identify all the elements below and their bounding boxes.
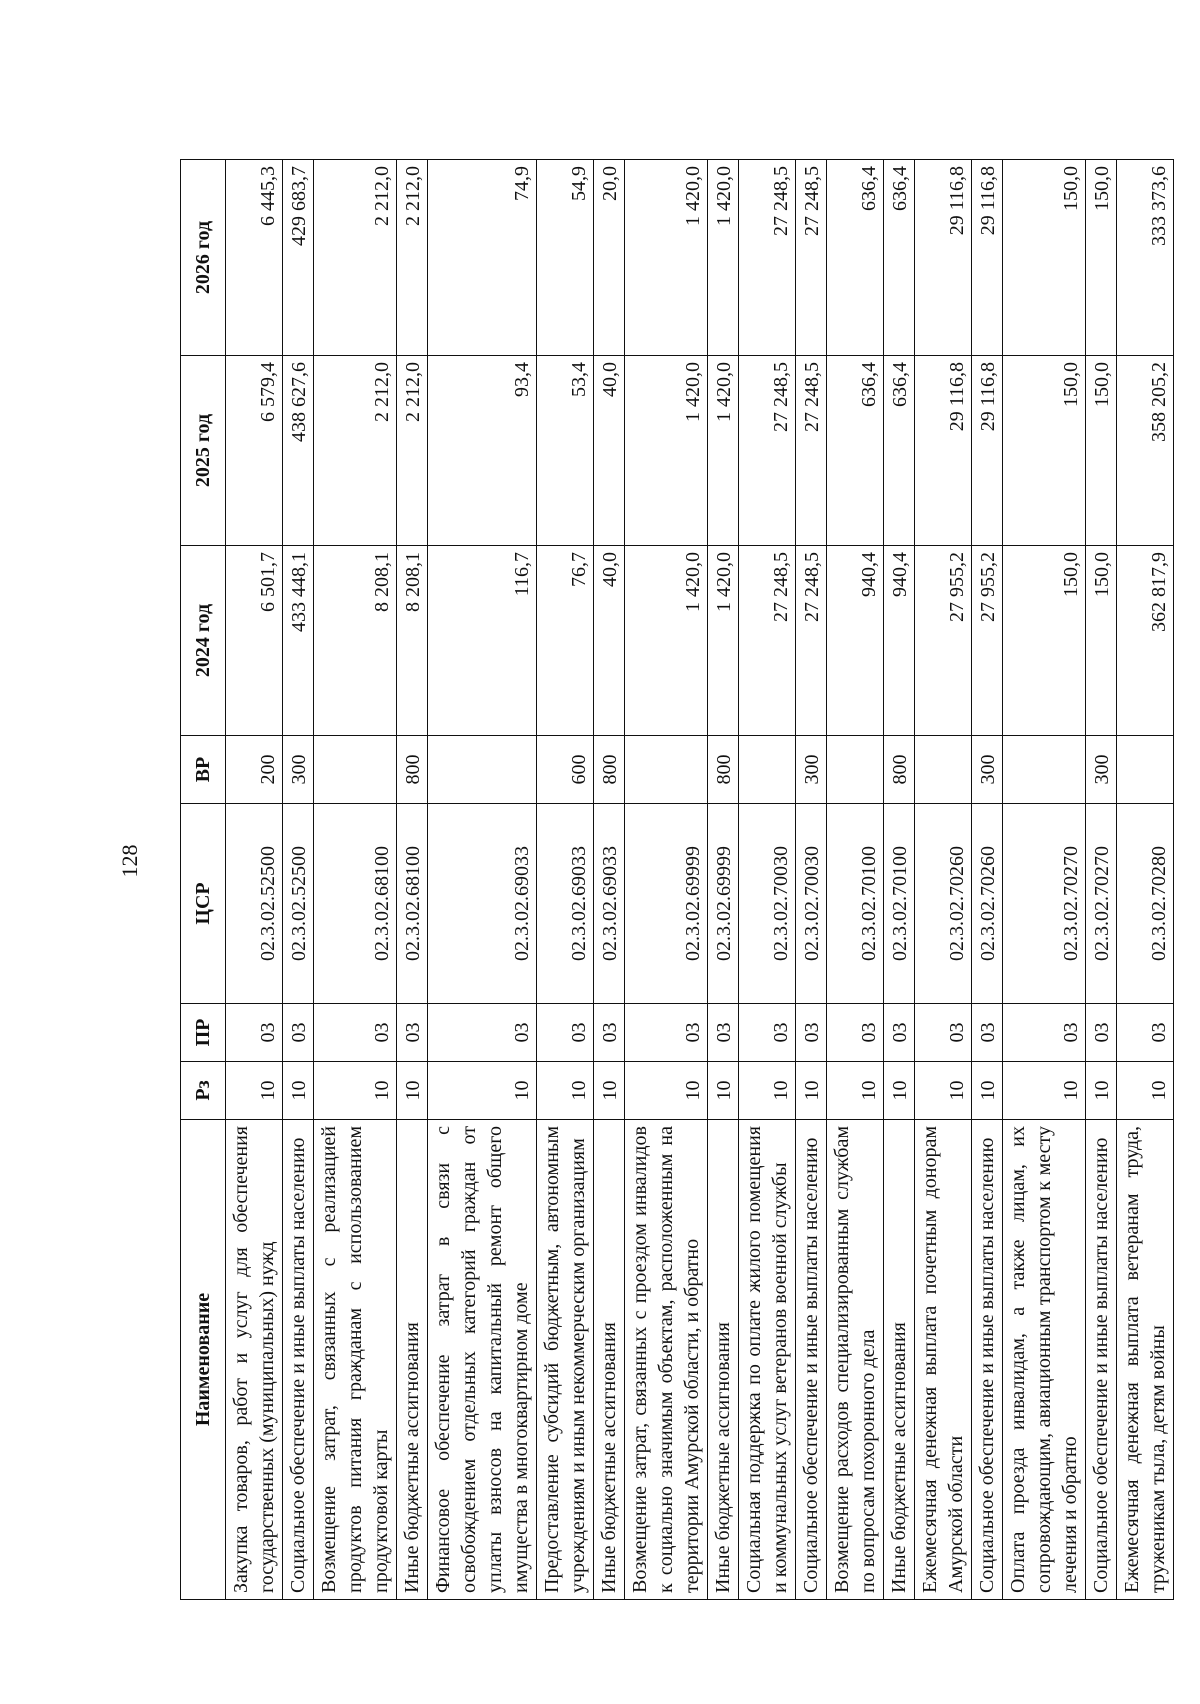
row-vr-cell: 300: [796, 736, 827, 804]
row-name-cell: Социальное обеспечение и иные выплаты населению: [972, 1120, 1003, 1600]
row-vr-cell: 800: [884, 736, 915, 804]
row-2025-cell: 1 420,0: [625, 356, 708, 546]
row-csr-cell: 02.3.02.70030: [739, 804, 796, 1004]
row-rz-cell: 10: [594, 1062, 625, 1120]
row-2025-cell: 150,0: [1086, 356, 1117, 546]
row-2024-cell: 8 208,1: [397, 546, 428, 736]
col-header-vr: ВР: [181, 736, 226, 804]
row-csr-cell: 02.3.02.70280: [1117, 804, 1174, 1004]
row-name-cell: Возмещение затрат, связанных с проездом инвалидов к социально значимым объектам, расположенным на территории Амурской области, и обратно: [625, 1120, 708, 1600]
col-header-2025: 2025 год: [181, 356, 226, 546]
row-2026-cell: 29 116,8: [915, 160, 972, 356]
table-row: [1003, 160, 1086, 1600]
table-row: [739, 160, 796, 1600]
row-pr-cell: 03: [537, 1004, 594, 1062]
row-pr-cell: 03: [314, 1004, 397, 1062]
col-header-name: Наименование: [181, 1120, 226, 1600]
row-rz-cell: 10: [1003, 1062, 1086, 1120]
page-number: 128: [117, 844, 142, 878]
row-2025-cell: 636,4: [827, 356, 884, 546]
row-2026-cell: 2 212,0: [397, 160, 428, 356]
row-pr-cell: 03: [283, 1004, 314, 1062]
row-vr-cell: 800: [397, 736, 428, 804]
row-rz-cell: 10: [625, 1062, 708, 1120]
row-pr-cell: 03: [915, 1004, 972, 1062]
row-2025-cell: 29 116,8: [915, 356, 972, 546]
row-vr-cell: [625, 736, 708, 804]
row-pr-cell: 03: [428, 1004, 537, 1062]
row-pr-cell: 03: [972, 1004, 1003, 1062]
row-csr-cell: 02.3.02.70270: [1003, 804, 1086, 1004]
row-2024-cell: 8 208,1: [314, 546, 397, 736]
table-row: [915, 160, 972, 1600]
row-vr-cell: [915, 736, 972, 804]
row-2026-cell: 29 116,8: [972, 160, 1003, 356]
row-csr-cell: 02.3.02.69033: [428, 804, 537, 1004]
row-rz-cell: 10: [796, 1062, 827, 1120]
row-vr-cell: 300: [1086, 736, 1117, 804]
row-2024-cell: 940,4: [884, 546, 915, 736]
row-csr-cell: 02.3.02.52500: [283, 804, 314, 1004]
row-pr-cell: 03: [1117, 1004, 1174, 1062]
row-2026-cell: 1 420,0: [708, 160, 739, 356]
row-2024-cell: 150,0: [1003, 546, 1086, 736]
row-vr-cell: 200: [226, 736, 283, 804]
row-csr-cell: 02.3.02.70270: [1086, 804, 1117, 1004]
row-2026-cell: 74,9: [428, 160, 537, 356]
row-2025-cell: 53,4: [537, 356, 594, 546]
row-vr-cell: [739, 736, 796, 804]
row-rz-cell: 10: [1117, 1062, 1174, 1120]
row-vr-cell: 800: [594, 736, 625, 804]
row-vr-cell: 600: [537, 736, 594, 804]
table-body: [226, 160, 1174, 1600]
col-header-csr: ЦСР: [181, 804, 226, 1004]
row-2026-cell: 2 212,0: [314, 160, 397, 356]
table-row: [1117, 160, 1174, 1600]
row-2025-cell: 2 212,0: [397, 356, 428, 546]
row-csr-cell: 02.3.02.70100: [827, 804, 884, 1004]
row-pr-cell: 03: [796, 1004, 827, 1062]
row-csr-cell: 02.3.02.69033: [594, 804, 625, 1004]
row-2024-cell: 362 817,9: [1117, 546, 1174, 736]
row-2025-cell: 358 205,2: [1117, 356, 1174, 546]
col-header-2024: 2024 год: [181, 546, 226, 736]
row-pr-cell: 03: [1003, 1004, 1086, 1062]
row-2026-cell: 27 248,5: [796, 160, 827, 356]
row-2024-cell: 27 955,2: [972, 546, 1003, 736]
row-name-cell: Социальное обеспечение и иные выплаты населению: [1086, 1120, 1117, 1600]
row-2026-cell: 150,0: [1003, 160, 1086, 356]
row-csr-cell: 02.3.02.52500: [226, 804, 283, 1004]
table-row: [428, 160, 537, 1600]
col-header-rz: Рз: [181, 1062, 226, 1120]
table-row: [594, 160, 625, 1600]
row-pr-cell: 03: [708, 1004, 739, 1062]
budget-table-sheet: [180, 160, 1170, 1600]
row-csr-cell: 02.3.02.70100: [884, 804, 915, 1004]
row-2026-cell: 636,4: [827, 160, 884, 356]
col-header-pr: ПР: [181, 1004, 226, 1062]
row-2025-cell: 6 579,4: [226, 356, 283, 546]
row-rz-cell: 10: [1086, 1062, 1117, 1120]
row-pr-cell: 03: [827, 1004, 884, 1062]
row-rz-cell: 10: [397, 1062, 428, 1120]
row-2024-cell: 27 248,5: [796, 546, 827, 736]
row-2025-cell: 1 420,0: [708, 356, 739, 546]
row-2024-cell: 433 448,1: [283, 546, 314, 736]
row-csr-cell: 02.3.02.70030: [796, 804, 827, 1004]
row-2024-cell: 150,0: [1086, 546, 1117, 736]
row-2025-cell: 2 212,0: [314, 356, 397, 546]
row-vr-cell: [1117, 736, 1174, 804]
table-row: [314, 160, 397, 1600]
table-row: [1086, 160, 1117, 1600]
row-vr-cell: 300: [283, 736, 314, 804]
row-vr-cell: [827, 736, 884, 804]
row-2024-cell: 76,7: [537, 546, 594, 736]
row-rz-cell: 10: [708, 1062, 739, 1120]
row-pr-cell: 03: [884, 1004, 915, 1062]
row-2026-cell: 333 373,6: [1117, 160, 1174, 356]
row-name-cell: Социальное обеспечение и иные выплаты населению: [796, 1120, 827, 1600]
row-2026-cell: 27 248,5: [739, 160, 796, 356]
row-csr-cell: 02.3.02.69999: [625, 804, 708, 1004]
row-vr-cell: [314, 736, 397, 804]
row-2024-cell: 27 955,2: [915, 546, 972, 736]
row-2026-cell: 636,4: [884, 160, 915, 356]
row-rz-cell: 10: [827, 1062, 884, 1120]
row-2025-cell: 40,0: [594, 356, 625, 546]
row-name-cell: Ежемесячная денежная выплата ветеранам труда, труженикам тыла, детям войны: [1117, 1120, 1174, 1600]
table-row: [226, 160, 283, 1600]
row-vr-cell: [1003, 736, 1086, 804]
row-2026-cell: 1 420,0: [625, 160, 708, 356]
row-name-cell: Ежемесячная денежная выплата почетным донорам Амурской области: [915, 1120, 972, 1600]
row-2026-cell: 429 683,7: [283, 160, 314, 356]
row-2025-cell: 29 116,8: [972, 356, 1003, 546]
row-csr-cell: 02.3.02.70260: [915, 804, 972, 1004]
row-csr-cell: 02.3.02.68100: [397, 804, 428, 1004]
row-2026-cell: 150,0: [1086, 160, 1117, 356]
row-name-cell: Социальное обеспечение и иные выплаты населению: [283, 1120, 314, 1600]
row-csr-cell: 02.3.02.68100: [314, 804, 397, 1004]
table-row: [397, 160, 428, 1600]
row-name-cell: Иные бюджетные ассигнования: [397, 1120, 428, 1600]
row-rz-cell: 10: [428, 1062, 537, 1120]
row-pr-cell: 03: [397, 1004, 428, 1062]
row-pr-cell: 03: [226, 1004, 283, 1062]
col-header-2026: 2026 год: [181, 160, 226, 356]
table-row: [827, 160, 884, 1600]
row-rz-cell: 10: [739, 1062, 796, 1120]
table-row: [283, 160, 314, 1600]
row-2025-cell: 27 248,5: [796, 356, 827, 546]
row-2026-cell: 54,9: [537, 160, 594, 356]
row-2024-cell: 116,7: [428, 546, 537, 736]
row-name-cell: Иные бюджетные ассигнования: [708, 1120, 739, 1600]
row-2026-cell: 6 445,3: [226, 160, 283, 356]
row-2025-cell: 93,4: [428, 356, 537, 546]
row-vr-cell: [428, 736, 537, 804]
row-name-cell: Предоставление субсидий бюджетным, автономным учреждениям и иным некоммерческим организациям: [537, 1120, 594, 1600]
table-row: [708, 160, 739, 1600]
row-name-cell: Закупка товаров, работ и услуг для обеспечения государственных (муниципальных) нужд: [226, 1120, 283, 1600]
row-rz-cell: 10: [972, 1062, 1003, 1120]
table-row: [537, 160, 594, 1600]
row-name-cell: Финансовое обеспечение затрат в связи с освобождением отдельных категорий граждан от уплаты взносов на капитальный ремонт общего имущества в многоквартирном доме: [428, 1120, 537, 1600]
row-vr-cell: 300: [972, 736, 1003, 804]
row-csr-cell: 02.3.02.69033: [537, 804, 594, 1004]
budget-table: [180, 159, 1174, 1600]
row-2024-cell: 40,0: [594, 546, 625, 736]
row-2025-cell: 438 627,6: [283, 356, 314, 546]
row-2024-cell: 940,4: [827, 546, 884, 736]
row-rz-cell: 10: [283, 1062, 314, 1120]
row-rz-cell: 10: [537, 1062, 594, 1120]
row-2024-cell: 1 420,0: [708, 546, 739, 736]
row-name-cell: Иные бюджетные ассигнования: [884, 1120, 915, 1600]
row-name-cell: Возмещение затрат, связанных с реализацией продуктов питания гражданам с использованием продуктовой карты: [314, 1120, 397, 1600]
row-2025-cell: 27 248,5: [739, 356, 796, 546]
row-pr-cell: 03: [739, 1004, 796, 1062]
row-2024-cell: 1 420,0: [625, 546, 708, 736]
table-row: [972, 160, 1003, 1600]
row-rz-cell: 10: [884, 1062, 915, 1120]
row-name-cell: Оплата проезда инвалидам, а также лицам, их сопровождающим, авиационным транспортом к месту лечения и обратно: [1003, 1120, 1086, 1600]
row-rz-cell: 10: [915, 1062, 972, 1120]
row-2025-cell: 636,4: [884, 356, 915, 546]
row-name-cell: Социальная поддержка по оплате жилого помещения и коммунальных услуг ветеранов военной службы: [739, 1120, 796, 1600]
row-csr-cell: 02.3.02.69999: [708, 804, 739, 1004]
row-2025-cell: 150,0: [1003, 356, 1086, 546]
row-2024-cell: 27 248,5: [739, 546, 796, 736]
row-rz-cell: 10: [314, 1062, 397, 1120]
table-row: [796, 160, 827, 1600]
table-row: [884, 160, 915, 1600]
table-row: [625, 160, 708, 1600]
row-2024-cell: 6 501,7: [226, 546, 283, 736]
row-name-cell: Иные бюджетные ассигнования: [594, 1120, 625, 1600]
row-rz-cell: 10: [226, 1062, 283, 1120]
row-vr-cell: 800: [708, 736, 739, 804]
row-csr-cell: 02.3.02.70260: [972, 804, 1003, 1004]
row-pr-cell: 03: [625, 1004, 708, 1062]
row-2026-cell: 20,0: [594, 160, 625, 356]
row-name-cell: Возмещение расходов специализированным службам по вопросам похоронного дела: [827, 1120, 884, 1600]
row-pr-cell: 03: [594, 1004, 625, 1062]
table-header-row: [181, 160, 226, 1600]
row-pr-cell: 03: [1086, 1004, 1117, 1062]
